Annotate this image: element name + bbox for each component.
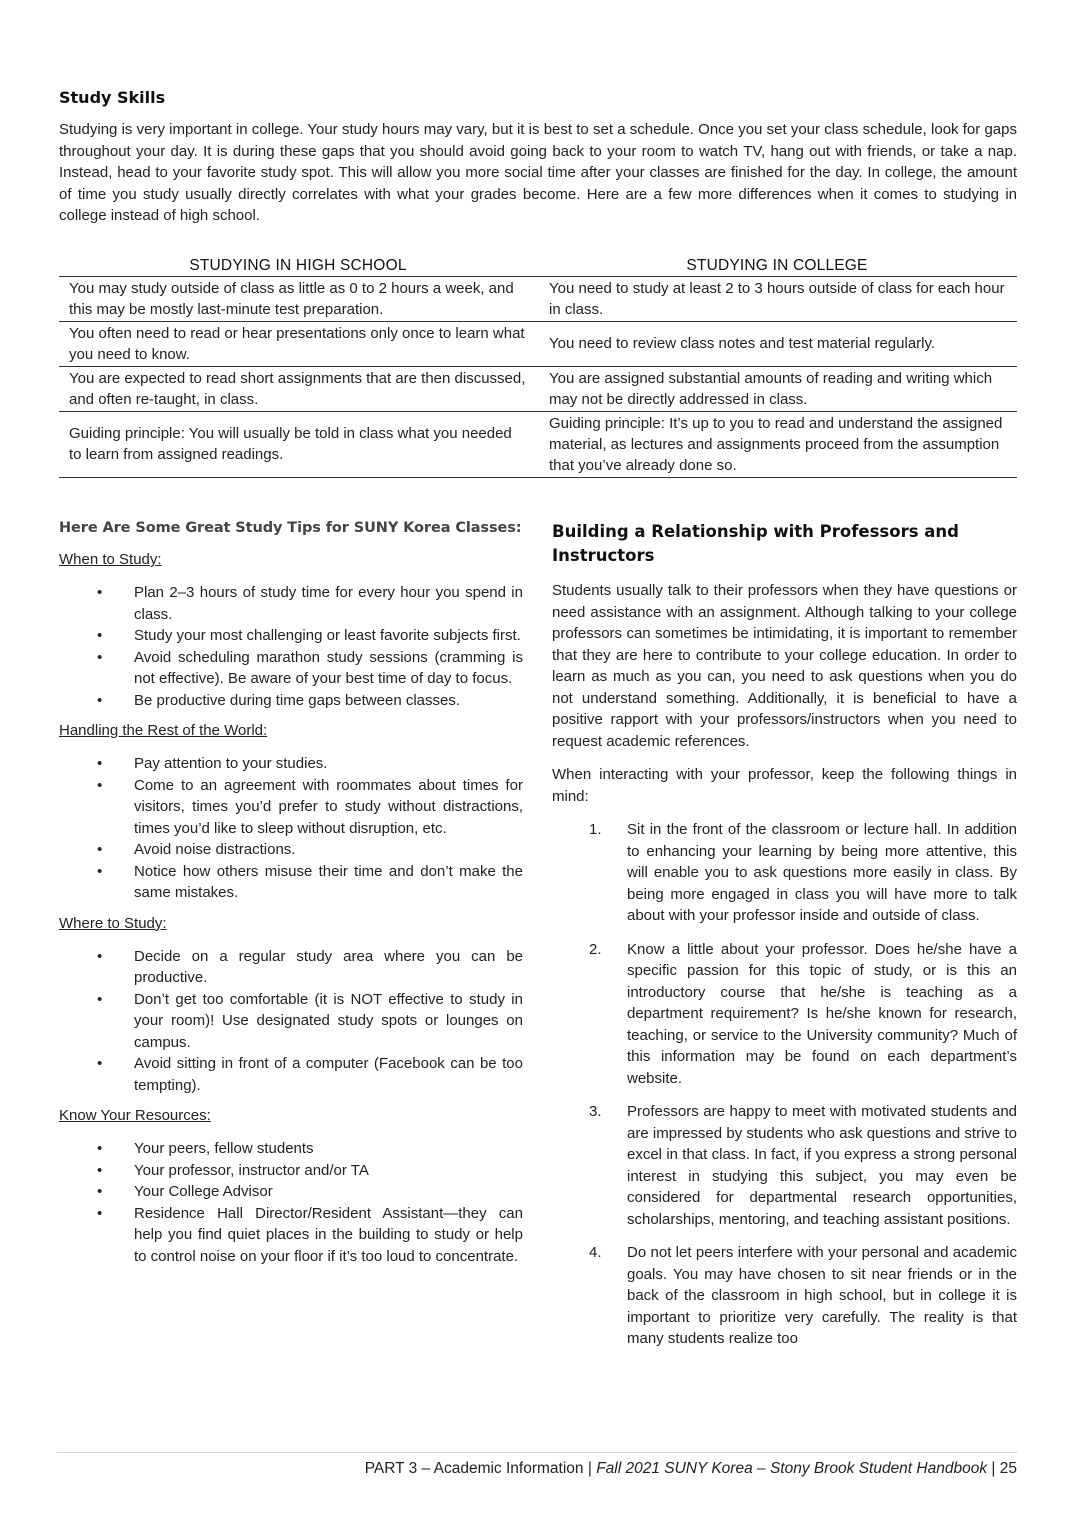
bullet-icon: • xyxy=(97,627,103,644)
cell-college: You are assigned substantial amounts of reading and writing which may not be directly addressed in class. xyxy=(537,366,1017,411)
intro-paragraph: Studying is very important in college. Your study hours may vary, but it is best to set a schedule. Once you set your class schedule, look for gaps throughout your day. It is during these gaps that you should avoid going back to your room to watch TV, hang out with friends, or take a nap. Instead, head to your favorite study spot. This will allow you more social time after your classes are finished for the day. In college, the amount of time you study usually directly correlates with what your grades become. Here are a few more differences when it comes to studying in college instead of high school. xyxy=(59,121,1017,224)
list-item: • Decide on a regular study area where you can be productive. xyxy=(97,947,523,986)
subheading-when-to-study: When to Study: xyxy=(59,551,162,568)
header-college: STUDYING IN COLLEGE xyxy=(537,257,1017,277)
list-know-resources xyxy=(59,1138,523,1267)
table-row xyxy=(59,276,1017,321)
bullet-icon: • xyxy=(97,947,103,965)
subheading-know-resources: Know Your Resources: xyxy=(59,1107,211,1124)
list-item: • Residence Hall Director/Resident Assistant—they can help you find quiet places in the building to study or help to control noise on your floor if it’s too loud to concentrate. xyxy=(97,1204,523,1265)
subheading-handling-world: Handling the Rest of the World: xyxy=(59,722,268,739)
list-item: • Plan 2–3 hours of study time for every hour you spend in class. xyxy=(97,584,523,623)
list-item: • Avoid noise distractions. xyxy=(59,839,523,861)
list-item: • Be productive during time gaps between classes. xyxy=(59,690,523,712)
list-item: • Notice how others misuse their time and don’t make the same mistakes. xyxy=(97,862,523,901)
list-item: 4. Do not let peers interfere with your personal and academic goals. You may have chosen to sit near friends or in the back of the classroom in high school, but in college it is important to prioritize very carefully. The reality is that many students realize too xyxy=(589,1244,1017,1347)
comparison-table xyxy=(59,257,1017,478)
list-item: • Your College Advisor xyxy=(59,1181,523,1203)
list-item: • Don’t get too comfortable (it is NOT effective to study in your room)! Use designated study spots or lounges on campus. xyxy=(97,990,523,1051)
list-item: • Your professor, instructor and/or TA xyxy=(59,1160,523,1182)
table-row xyxy=(59,411,1017,477)
footer-separator: | xyxy=(587,1460,592,1477)
bullet-icon: • xyxy=(97,1183,103,1200)
header-high-school: STUDYING IN HIGH SCHOOL xyxy=(59,257,537,277)
list-item: • Pay attention to your studies. xyxy=(59,753,523,775)
list-item: 2. Know a little about your professor. Does he/she have a specific passion for this topic of study, or is this an introductory course that he/she is teaching as a department requirement? Is he/she known for research, teaching, or service to the University community? Much of this information may be found on each department’s website. xyxy=(589,940,1017,1087)
cell-college: Guiding principle: It’s up to you to read and understand the assigned material, as lectures and assignments proceed from the assumption that you’ve already done so. xyxy=(537,411,1017,477)
table-row xyxy=(59,321,1017,366)
cell-high-school: You often need to read or hear presentations only once to learn what you need to know. xyxy=(59,321,537,366)
relationship-column xyxy=(552,520,1017,1362)
relationship-paragraph: Students usually talk to their professors when they have questions or need assistance with an assignment. Although talking to your college professors can sometimes be intimidating, it is important to remember that they are here to contribute to your college education. In order to learn as much as you can, you need to ask questions when you do not understand something. Additionally, it is beneficial to have a positive rapport with your professors/instructors when you need to request academic references. xyxy=(552,582,1017,750)
list-handling-world xyxy=(59,753,523,904)
bullet-icon: • xyxy=(97,1055,103,1072)
study-tips-column xyxy=(59,520,523,1277)
bullet-icon: • xyxy=(97,755,103,772)
list-item: • Study your most challenging or least favorite subjects first. xyxy=(59,625,523,647)
cell-high-school: You may study outside of class as little as 0 to 2 hours a week, and this may be mostly last-minute test preparation. xyxy=(59,276,537,321)
list-item: • Avoid sitting in front of a computer (Facebook can be too tempting). xyxy=(97,1055,523,1094)
list-item: 3. Professors are happy to meet with motivated students and are impressed by students who ask questions and strive to excel in that class. In fact, if you express a strong personal interest in studying this subject, you may even be considered for departmental research opportunities, scholarships, mentoring, and teaching assistant positions. xyxy=(589,1103,1017,1228)
footer-separator: | xyxy=(991,1460,996,1477)
bullet-icon: • xyxy=(97,841,103,858)
list-item: • Avoid scheduling marathon study sessions (cramming is not effective). Be aware of your best time of day to focus. xyxy=(97,648,523,687)
bullet-icon: • xyxy=(97,691,103,709)
study-tips-heading: Here Are Some Great Study Tips for SUNY Korea Classes: xyxy=(59,520,522,536)
page-footer xyxy=(365,1460,1017,1478)
cell-college: You need to review class notes and test material regularly. xyxy=(537,321,1017,366)
list-item: • Come to an agreement with roommates about times for visitors, times you’d prefer to study without distractions, times you’d like to sleep without disruption, etc. xyxy=(97,776,523,837)
list-item: • Your peers, fellow students xyxy=(59,1138,523,1160)
bullet-icon: • xyxy=(97,1140,103,1157)
relationship-heading: Building a Relationship with Professors and Instructors xyxy=(552,522,959,565)
relationship-lead-in: When interacting with your professor, keep the following things in mind: xyxy=(552,766,1017,805)
bullet-icon: • xyxy=(97,862,103,880)
table-row xyxy=(59,366,1017,411)
footer-divider xyxy=(57,1452,1018,1453)
bullet-icon: • xyxy=(97,1161,103,1179)
cell-high-school: You are expected to read short assignments that are then discussed, and often re-taught, in class. xyxy=(59,366,537,411)
bullet-icon: • xyxy=(97,648,103,666)
list-where-to-study xyxy=(59,946,523,1097)
bullet-icon: • xyxy=(97,990,103,1008)
footer-part: PART 3 – Academic Information xyxy=(364,1460,584,1477)
cell-high-school: Guiding principle: You will usually be told in class what you needed to learn from assigned readings. xyxy=(59,411,537,477)
page-number: 25 xyxy=(999,1460,1017,1477)
numbered-list xyxy=(552,819,1017,1350)
bullet-icon: • xyxy=(97,584,103,601)
page-content xyxy=(59,88,1017,1347)
bullet-icon: • xyxy=(97,776,103,794)
cell-college: You need to study at least 2 to 3 hours outside of class for each hour in class. xyxy=(537,276,1017,321)
bullet-icon: • xyxy=(97,1204,103,1222)
section-heading-study-skills: Study Skills xyxy=(59,88,166,107)
list-item: 1. Sit in the front of the classroom or lecture hall. In addition to enhancing your learning by being more attentive, this will enable you to ask questions more easily in class. By being more engaged in class you will have more to talk about with your professor inside and outside of class. xyxy=(589,821,1017,924)
subheading-where-to-study: Where to Study: xyxy=(59,914,167,932)
footer-handbook-title: Fall 2021 SUNY Korea – Stony Brook Student Handbook xyxy=(596,1460,988,1477)
list-when-to-study xyxy=(59,582,523,711)
